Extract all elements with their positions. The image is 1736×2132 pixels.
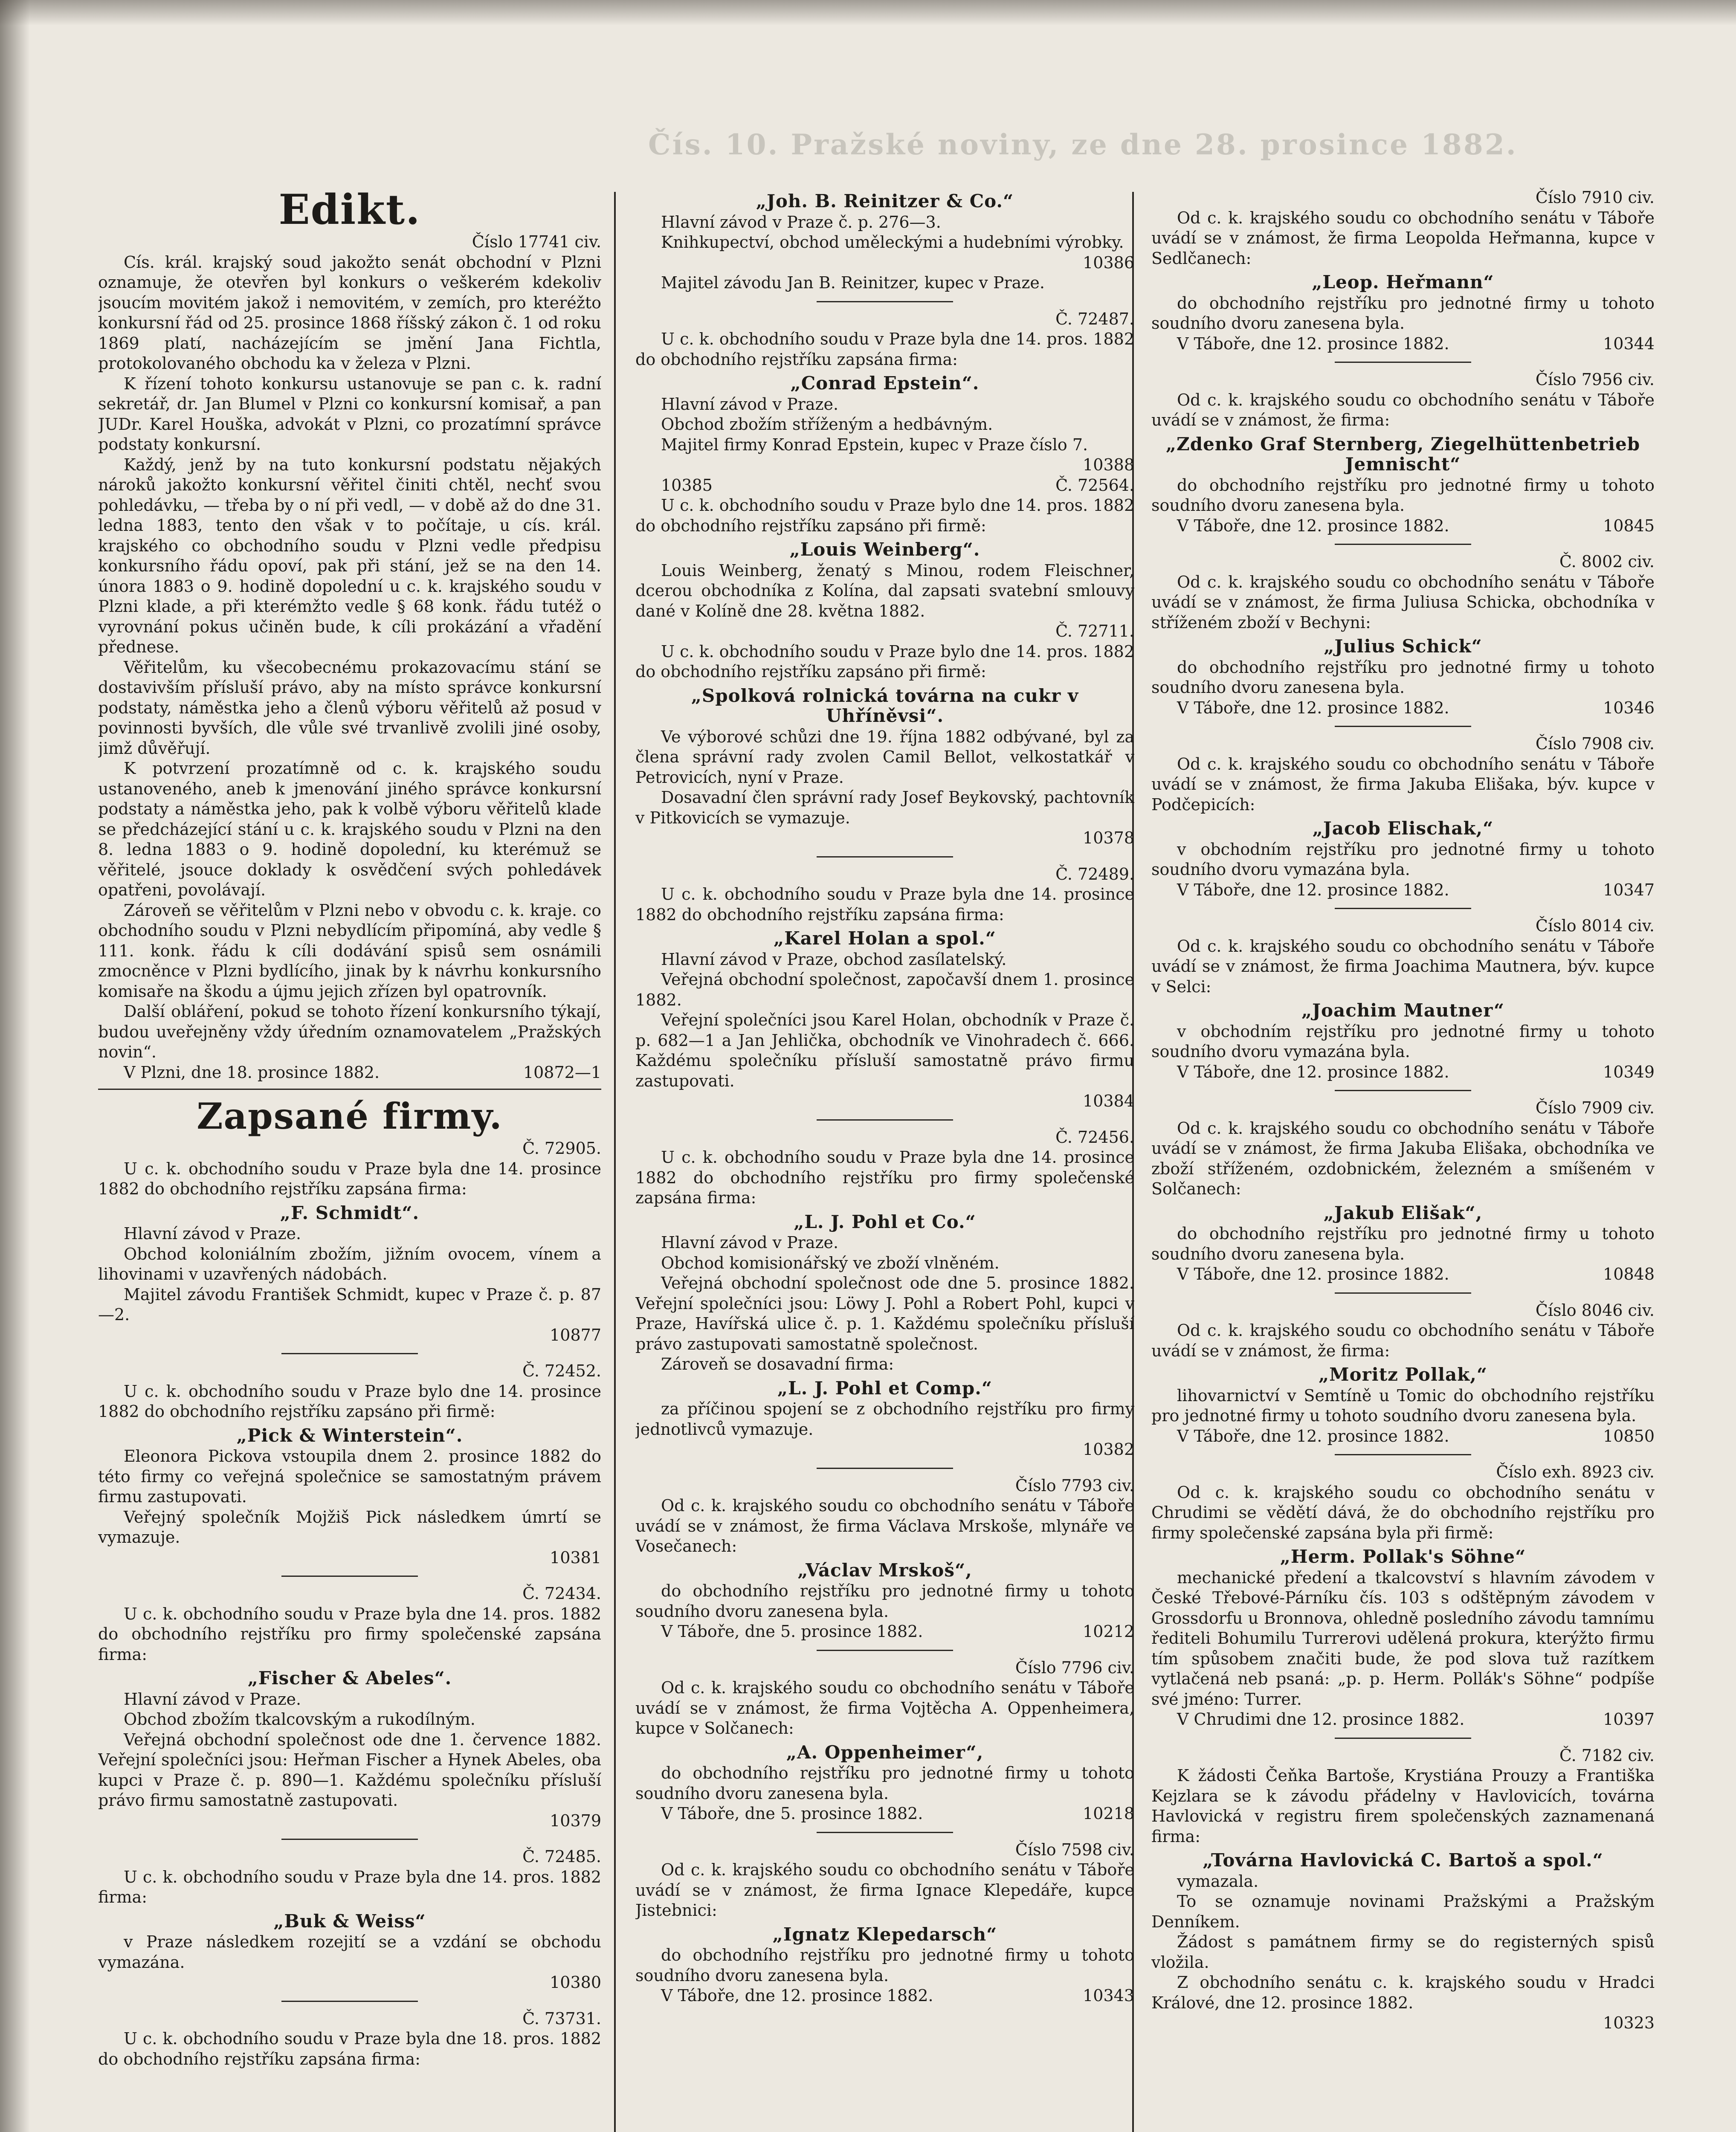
firm-name: „Karel Holan a spol.“ — [774, 928, 996, 949]
signature-place-date: V Táboře, dne 12. prosince 1882. — [1177, 334, 1449, 353]
entry-text: Obchod zbožím tkalcovským a rukodílným. — [124, 1710, 475, 1729]
entry-rule — [817, 1832, 953, 1833]
entry-id: 10212 — [1083, 1622, 1134, 1641]
entry-number: Číslo 7910 civ. — [1535, 188, 1655, 207]
firm-name: „Joh. B. Reinitzer & Co.“ — [756, 191, 1014, 211]
firm-name: „Jakub Elišak“, — [1323, 1202, 1483, 1223]
entry-id: 10323 — [1603, 2013, 1655, 2032]
entry-signature — [635, 1804, 1134, 1824]
edict-signature — [98, 1063, 601, 1083]
entry-text: Zároveň se dosavadní firma: — [661, 1355, 894, 1373]
entry-text: U c. k. obchodního soudu v Praze byla dne 18. pros. 1882 do obchodního rejstříku zapsána firma: — [98, 2029, 601, 2068]
entry-number: Č. 72452. — [522, 1361, 601, 1380]
entry-rule — [817, 856, 953, 857]
edict-number: Číslo 17741 civ. — [472, 232, 601, 251]
entry-number: Číslo 8046 civ. — [1535, 1301, 1655, 1320]
edict-paragraph: K potvrzení prozatímně od c. k. krajského soudu ustanoveného, aneb k jmenování jiného správce konkursní podstaty a náměstka jeho, pak k volbě výboru věřitelů klade se předcházející stání u c. k. krajského soudu v Plzni na den 8. ledna 1883 o 9. hodině dopolední, ku kterémuž se věřitelé, jsouce doklady k osvědčení svých pohledávek opatřeni, povolávají. — [98, 759, 601, 899]
entry-id: 10343 — [1083, 1986, 1134, 2005]
entry-text: do obchodního rejstříku pro jednotné firmy u tohoto soudního dvoru zanesena byla. — [635, 1946, 1134, 1985]
entry-text: To se oznamuje novinami Pražskými a Pražským Denníkem. — [1151, 1892, 1655, 1931]
entry-signature — [1151, 880, 1655, 901]
section-rule — [98, 1089, 601, 1090]
entry-text: Hlavní závod v Praze. — [661, 394, 839, 414]
entry-text: lihovarnictví v Semtíně u Tomic do obchodního rejstříku pro jednotné firmy u tohoto soudního dvoru zanesena byla. — [1151, 1386, 1655, 1425]
entry-text: Od c. k. krajského soudu co obchodního senátu v Táboře uvádí se v známost, že firma Jakuba Elišaka, obchodníka ve zboží stříženém, ozdobnickém, železném a smíšeném v Solčanech: — [1151, 1118, 1655, 1198]
entry-text: Louis Weinberg, ženatý s Minou, rodem Fleischner, dcerou obchodníka z Kolína, dal zapsati svatební smlouvy dané v Kolíně dne 28. května 1882. — [635, 561, 1134, 620]
entry-text: Ve výborové schůzi dne 19. října 1882 odbývané, byl za člena správní rady zvolen Camil Bellot, velkostatkář v Petrovicích, nyní v Praze. — [635, 727, 1134, 787]
entry-text: v obchodním rejstříku pro jednotné firmy u tohoto soudního dvoru vymazána byla. — [1151, 840, 1655, 879]
entry-id: 10218 — [1083, 1804, 1134, 1823]
entry-text: Obchod komisionářský ve zboží vlněném. — [661, 1253, 1000, 1272]
firm-name: „Fischer & Abeles“. — [247, 1668, 452, 1689]
firm-name: „Conrad Epstein“. — [790, 373, 980, 394]
entry-text: Veřejná obchodní společnost ode dne 5. prosince 1882. Veřejní společníci jsou: Löwy J. Pohl a Robert Pohl, kupci v Praze, Havířská ulice č. p. 1. Každému společníku přísluší právo zastupovati samostatně společnost. — [635, 1274, 1134, 1353]
entry-id: 10845 — [1603, 516, 1655, 535]
entry-number: Číslo 7793 civ. — [1015, 1476, 1134, 1495]
entry-rule — [281, 2001, 418, 2002]
entry-number: Č. 72711. — [1055, 622, 1134, 640]
entry-text: Veřejní společníci jsou Karel Holan, obchodník v Praze č. p. 682—1 a Jan Jehlička, obchodník ve Vinohradech č. 666. Každému společníku přísluší samostatně právo firmu zastupovati. — [635, 1011, 1134, 1090]
entry-id: 10850 — [1603, 1426, 1655, 1445]
entry-text: v Praze následkem rozejití se a vzdání se obchodu vymazána. — [98, 1932, 601, 1972]
entry-signature — [1151, 516, 1655, 536]
firm-name: „F. Schmidt“. — [280, 1202, 420, 1223]
entry-text: do obchodního rejstříku pro jednotné firmy u tohoto soudního dvoru zanesena byla. — [635, 1582, 1134, 1621]
entry-rule — [1335, 1090, 1471, 1091]
entry-text: Knihkupectví, obchod uměleckými a hudebními výrobky. — [661, 233, 1124, 252]
entry-text: Od c. k. krajského soudu co obchodního senátu v Táboře uvádí se v známost, že firma Vojtěcha A. Oppenheimera, kupce v Solčanech: — [635, 1678, 1134, 1738]
firm-name: „Ignatz Klepedarsch“ — [772, 1923, 997, 1945]
entry-id: 10381 — [550, 1548, 601, 1567]
column-1 — [98, 188, 601, 2132]
entry-rule — [817, 301, 953, 302]
edict-heading: Edikt. — [278, 188, 421, 234]
entry-id: 10877 — [550, 1325, 601, 1344]
firm-name: „L. J. Pohl et Comp.“ — [777, 1377, 993, 1399]
entry-text: U c. k. obchodního soudu v Praze bylo dne 14. pros. 1882 do obchodního rejstříku zapsáno při firmě: — [635, 642, 1134, 681]
entry-text: Veřejný společník Mojžiš Pick následkem úmrtí se vymazuje. — [98, 1507, 601, 1547]
firm-name: „Pick & Winterstein“. — [236, 1425, 463, 1446]
entry-text: U c. k. obchodního soudu v Praze byla dne 14. pros. 1882 firma: — [98, 1867, 601, 1906]
entry-id: 10386 — [1083, 253, 1134, 272]
entry-id: 10344 — [1603, 334, 1655, 353]
entry-rule — [281, 1839, 418, 1840]
edict-paragraph: Cís. král. krajský soud jakožto senát obchodní v Plzni oznamuje, že otevřen byl konkurs o veškerém kdekoliv jsoucím movitém jakož i nemovitém, v zemích, pro kteréžto konkursní řád od 25. prosince 1868 říšský zákon č. 1 od roku 1869 platí, nacházejícím se jmění Jana Fichtla, protokolovaného obchodu ka v železa v Plzni. — [98, 252, 601, 373]
entry-text: Od c. k. krajského soudu co obchodního senátu v Táboře uvádí se v známost, že firma Václava Mrskoše, mlynáře ve Vosečanech: — [635, 1496, 1134, 1556]
entry-text: Žádost s památnem firmy se do registerných spisů vložila. — [1151, 1932, 1655, 1972]
entry-text: Od c. k. krajského soudu co obchodního senátu v Táboře uvádí se v známost, že firma: — [1151, 1321, 1655, 1360]
column-rule-1 — [614, 192, 616, 2132]
entry-text: do obchodního rejstříku pro jednotné firmy u tohoto soudního dvoru zanesena byla. — [1151, 475, 1655, 515]
entry-text: U c. k. obchodního soudu v Praze bylo dne 14. pros. 1882 do obchodního rejstříku zapsáno při firmě: — [635, 496, 1134, 535]
entry-text: do obchodního rejstříku pro jednotné firmy u tohoto soudního dvoru zanesena byla. — [1151, 293, 1655, 333]
entry-number: Č. 72456. — [1055, 1127, 1134, 1147]
signature-place-date: V Táboře, dne 12. prosince 1882. — [1177, 880, 1449, 899]
entry-signature — [1151, 698, 1655, 718]
signature-place-date: V Táboře, dne 12. prosince 1882. — [1177, 1426, 1449, 1445]
firm-name: „Zdenko Graf Sternberg, Ziegelhüttenbetrieb Jemnischt“ — [1165, 433, 1640, 475]
entry-rule — [817, 1650, 953, 1651]
signature-place-date: V Táboře, dne 12. prosince 1882. — [1177, 698, 1449, 717]
bleed-through-header: Čís. 10. Pražské noviny, ze dne 28. prosince 1882. — [648, 128, 1518, 161]
entry-text: U c. k. obchodního soudu v Praze bylo dne 14. prosince 1882 do obchodního rejstříku zapsáno při firmě: — [98, 1382, 601, 1421]
entry-id: 10347 — [1603, 880, 1655, 899]
entry-text: Majitel závodu František Schmidt, kupec v Praze č. p. 87—2. — [98, 1285, 601, 1324]
entry-number: Č. 72905. — [522, 1139, 601, 1158]
entry-id: 10349 — [1603, 1062, 1655, 1081]
entry-signature — [1151, 1062, 1655, 1083]
column-3 — [1151, 188, 1655, 2132]
entry-number: Č. 72434. — [522, 1584, 601, 1603]
firms-heading: Zapsané firmy. — [197, 1095, 503, 1137]
entry-text: mechanické předení a tkalcovství s hlavním závodem v České Třebové-Párníku čís. 103 s odštěpným závodem v Grossdorfu u Bronnova, ohledně posledního závodu tamnímu řediteli Bohumilu Turrerovi udělená prokura, kterýžto firmu tím spůsobem značiti bude, že pod slova tuž razítkem vytlačená neb psaná: „p. p. Herm. Pollák's Söhne“ podpíše své jméno: Turrer. — [1151, 1568, 1655, 1709]
column-2 — [635, 188, 1134, 2132]
edict-paragraph: Další obláření, pokud se tohoto řízení konkursního týkají, budou uveřejněny vždy úředním oznamovatelem „Pražských novin“. — [98, 1002, 601, 1061]
entry-number: Č. 72485. — [522, 1847, 601, 1866]
entry-signature — [1151, 1709, 1655, 1730]
entry-rule — [817, 1468, 953, 1469]
entry-number: Č. 72489. — [1055, 864, 1134, 884]
firm-name: „Julius Schick“ — [1324, 636, 1482, 657]
entry-text: U c. k. obchodního soudu v Praze byla dne 14. prosince 1882 do obchodního rejstříku zapsána firma: — [635, 885, 1134, 924]
entry-rule — [1335, 362, 1471, 363]
entry-text: do obchodního rejstříku pro jednotné firmy u tohoto soudního dvoru zanesena byla. — [1151, 1224, 1655, 1263]
signature-place-date: V Táboře, dne 12. prosince 1882. — [661, 1986, 933, 2005]
entry-id: 10384 — [1083, 1092, 1134, 1110]
entry-text: U c. k. obchodního soudu v Praze byla dne 14. prosince 1882 do obchodního rejstříku zapsána firma: — [98, 1159, 601, 1198]
signature-place-date: V Táboře, dne 5. prosince 1882. — [661, 1622, 923, 1641]
entry-id: 10346 — [1603, 698, 1655, 717]
entry-number: Č. 7182 civ. — [1559, 1746, 1655, 1765]
entry-rule — [281, 1353, 418, 1354]
entry-id: 10397 — [1603, 1710, 1655, 1729]
entry-text: do obchodního rejstříku pro jednotné firmy u tohoto soudního dvoru zanesena byla. — [635, 1764, 1134, 1803]
edict-paragraph: Zároveň se věřitelům v Plzni nebo v obvodu c. k. kraje. co obchodního soudu v Plzni nebydlícím připomíná, aby vedle § 111. konk. řádu k cíli dodávání spisů sem osnámili zmocněnce v Plzni bydlícího, jinak by k návrhu konkursního komisaře na škodu a újmu jejich zřízen byl opatrovník. — [98, 901, 601, 1001]
entry-rule — [1335, 1292, 1471, 1294]
entry-rule — [1335, 908, 1471, 909]
entry-rule — [1335, 1454, 1471, 1455]
entry-number: Číslo 7909 civ. — [1535, 1098, 1655, 1117]
entry-text: U c. k. obchodního soudu v Praze byla dne 14. prosince 1882 do obchodního rejstříku pro firmy společenské zapsána firma: — [635, 1148, 1134, 1207]
entry-id: 10385 — [661, 475, 713, 495]
signature-place-date: V Táboře, dne 12. prosince 1882. — [1177, 1062, 1449, 1081]
signature-id: 10872—1 — [523, 1063, 601, 1082]
entry-signature — [1151, 1426, 1655, 1447]
entry-text: Hlavní závod v Praze. — [661, 1233, 839, 1252]
entry-number: Číslo 7796 civ. — [1015, 1658, 1134, 1677]
entry-rule — [1335, 726, 1471, 727]
entry-signature — [635, 1622, 1134, 1642]
entry-text: Od c. k. krajského soudu co obchodního senátu v Chrudimi se vědětí dává, že do obchodního rejstříku pro firmy společenské zapsána byla při firmě: — [1151, 1483, 1655, 1542]
firm-name: „L. J. Pohl et Co.“ — [794, 1211, 976, 1232]
entry-number: Č. 72487. — [1055, 309, 1134, 328]
firm-name: „Továrna Havlovická C. Bartoš a spol.“ — [1203, 1850, 1603, 1871]
entry-rule — [1335, 544, 1471, 545]
firm-name: „Moritz Pollak,“ — [1318, 1364, 1488, 1385]
entry-text: Od c. k. krajského soudu co obchodního senátu v Táboře uvádí se v známost, že firma Joachima Mautnera, býv. kupce v Selci: — [1151, 936, 1655, 996]
firm-name: „Louis Weinberg“. — [789, 539, 980, 560]
entry-text: Dosavadní člen správní rady Josef Beykovský, pachtovník v Pitkovicích se vymazuje. — [635, 788, 1134, 827]
entry-text: Obchod zbožím stříženým a hedbávným. — [661, 415, 993, 434]
entry-text: U c. k. obchodního soudu v Praze byla dne 14. pros. 1882 do obchodního rejstříku pro firmy společenské zapsána firma: — [98, 1604, 601, 1664]
entry-signature — [1151, 1264, 1655, 1285]
edict-paragraph: Každý, jenž by na tuto konkursní podstatu nějakých nároků jakožto konkursní věřitel činiti chtěl, nechť svou pohledávku, — třeba by o ní při vedl, — v době až do dne 31. ledna 1883, tento den však v to počítaje, u cís. král. krajského co obchodního soudu v Plzni vedle předpisu konkursního řádu opoví, pak při stání, jež se na den 14. února 1883 o 9. hodině dopolední u c. k. krajského soudu v Plzni klade, a při kterémžto vedle § 68 konk. řádu tutéž o vyrovnání pokus učiněn bude, k cíli prokázání a vřadění přednese. — [98, 455, 601, 656]
entry-number: Č. 73731. — [522, 2009, 601, 2028]
entry-number: Číslo exh. 8923 civ. — [1496, 1463, 1655, 1481]
entry-signature — [1151, 334, 1655, 354]
entry-text: Eleonora Pickova vstoupila dnem 2. prosince 1882 do této firmy co veřejná společnice se samostatným právem firmu zastupovati. — [98, 1447, 601, 1506]
entry-text: Od c. k. krajského soudu co obchodního senátu v Táboře uvádí se v známost, že firma Juliusa Schicka, obchodníka v stříženém zboží v Bechyni: — [1151, 572, 1655, 632]
entry-text: Majitel firmy Konrad Epstein, kupec v Praze číslo 7. — [661, 435, 1088, 454]
entry-text: Hlavní závod v Praze. — [124, 1224, 301, 1243]
firm-name: „Jacob Elischak,“ — [1312, 818, 1494, 839]
firm-name: „Leop. Heřmann“ — [1312, 272, 1494, 293]
entry-number: Č. 72564. — [1055, 475, 1134, 495]
entry-text: Od c. k. krajského soudu co obchodního senátu v Táboře uvádí se v známost, že firma Jakuba Elišaka, býv. kupce v Podčepicích: — [1151, 754, 1655, 814]
entry-text: Hlavní závod v Praze č. p. 276—3. — [661, 212, 941, 232]
entry-text: Od c. k. krajského soudu co obchodního senátu v Táboře uvádí se v známost, že firma Leopolda Heřmanna, kupce v Sedlčanech: — [1151, 208, 1655, 268]
entry-id: 10388 — [1083, 455, 1134, 474]
entry-id: 10848 — [1603, 1265, 1655, 1283]
entry-number: Číslo 8014 civ. — [1535, 916, 1655, 935]
entry-rule — [817, 1119, 953, 1121]
entry-id: 10378 — [1083, 828, 1134, 847]
entry-text: Od c. k. krajského soudu co obchodního senátu v Táboře uvádí se v známost, že firma: — [1151, 390, 1655, 429]
entry-text: Hlavní závod v Praze, obchod zasílatelský. — [661, 950, 1007, 969]
entry-text: za příčinou spojení se z obchodního rejstříku pro firmy jednotlivců vymazuje. — [635, 1399, 1134, 1439]
entry-text: Veřejná obchodní společnost ode dne 1. července 1882. Veřejní společníci jsou: Heřman Fischer a Hynek Abeles, oba kupci v Praze č. p. 890—1. Každému společníku přísluší právo firmu samostatně zastupovati. — [98, 1730, 601, 1810]
firm-name: „A. Oppenheimer“, — [786, 1741, 984, 1763]
firm-name: „Spolková rolnická továrna na cukr v Uhříněvsi“. — [691, 685, 1079, 726]
entry-text: Obchod koloniálním zbožím, jižním ovocem, vínem a lihovinami v uzavřených nádobách. — [98, 1244, 601, 1283]
firm-name: „Buk & Weiss“ — [273, 1910, 426, 1932]
entry-number: Číslo 7598 civ. — [1015, 1840, 1134, 1859]
entry-id: 10382 — [1083, 1440, 1134, 1459]
entry-text: Veřejná obchodní společnost, započavší dnem 1. prosince 1882. — [635, 970, 1134, 1009]
entry-number: Číslo 7956 civ. — [1535, 370, 1655, 389]
entry-header-row — [635, 475, 1134, 496]
entry-rule — [1335, 1738, 1471, 1739]
entry-id: 10379 — [550, 1811, 601, 1830]
entry-text: vymazala. — [1177, 1871, 1259, 1891]
entry-text: do obchodního rejstříku pro jednotné firmy u tohoto soudního dvoru zanesena byla. — [1151, 658, 1655, 697]
entry-rule — [281, 1576, 418, 1577]
signature-place-date: V Chrudimi dne 12. prosince 1882. — [1177, 1710, 1465, 1729]
firm-name: „Joachim Mautner“ — [1301, 1000, 1505, 1021]
entry-text: K žádosti Čeňka Bartoše, Krystiána Prouzy a Františka Kejzlara se k závodu přádelny v Havlovicích, továrna Havlovická v registru firem společenských zaznamenaná firma: — [1151, 1766, 1655, 1846]
signature-place-date: V Plzni, dne 18. prosince 1882. — [124, 1063, 380, 1082]
entry-text: v obchodním rejstříku pro jednotné firmy u tohoto soudního dvoru vymazána byla. — [1151, 1022, 1655, 1061]
signature-place-date: V Táboře, dne 12. prosince 1882. — [1177, 1265, 1449, 1283]
entry-id: 10380 — [550, 1973, 601, 1992]
signature-place-date: V Táboře, dne 5. prosince 1882. — [661, 1804, 923, 1823]
firm-name: „Herm. Pollak's Söhne“ — [1280, 1546, 1526, 1567]
entry-signature — [635, 1986, 1134, 2006]
edict-paragraph: K řízení tohoto konkursu ustanovuje se pan c. k. radní sekretář, dr. Jan Blumel v Plzni co konkursní komisař, a pan JUDr. Karel Houška, advokát v Plzni, co prozatímní správce podstaty konkursní. — [98, 374, 601, 454]
entry-text: Od c. k. krajského soudu co obchodního senátu v Táboře uvádí se v známost, že firma Ignace Klepedáře, kupce Jistebnici: — [635, 1860, 1134, 1920]
firm-name: „Václav Mrskoš“, — [797, 1559, 972, 1581]
signature-place-date: V Táboře, dne 12. prosince 1882. — [1177, 516, 1449, 535]
entry-number: Číslo 7908 civ. — [1535, 734, 1655, 753]
edict-paragraph: Věřitelům, ku všecobecnému prokazovacímu stání se dostavivším přísluší právo, aby na místo správce konkursní podstaty, náměstka jeho a členů výboru věřitelů až posud v povinnosti byvších, dle vůle své trvanlivě zvolili jiné osoby, jimž důvěřují. — [98, 658, 601, 758]
entry-text: Majitel závodu Jan B. Reinitzer, kupec v Praze. — [661, 273, 1045, 292]
entry-text: Hlavní závod v Praze. — [124, 1689, 301, 1709]
entry-text: Z obchodního senátu c. k. krajského soudu v Hradci Králové, dne 12. prosince 1882. — [1151, 1973, 1655, 2012]
entry-text: U c. k. obchodního soudu v Praze byla dne 14. pros. 1882 do obchodního rejstříku zapsána firma: — [635, 330, 1134, 369]
entry-number: Č. 8002 civ. — [1559, 552, 1655, 571]
scan-shadow-top — [0, 0, 1736, 26]
